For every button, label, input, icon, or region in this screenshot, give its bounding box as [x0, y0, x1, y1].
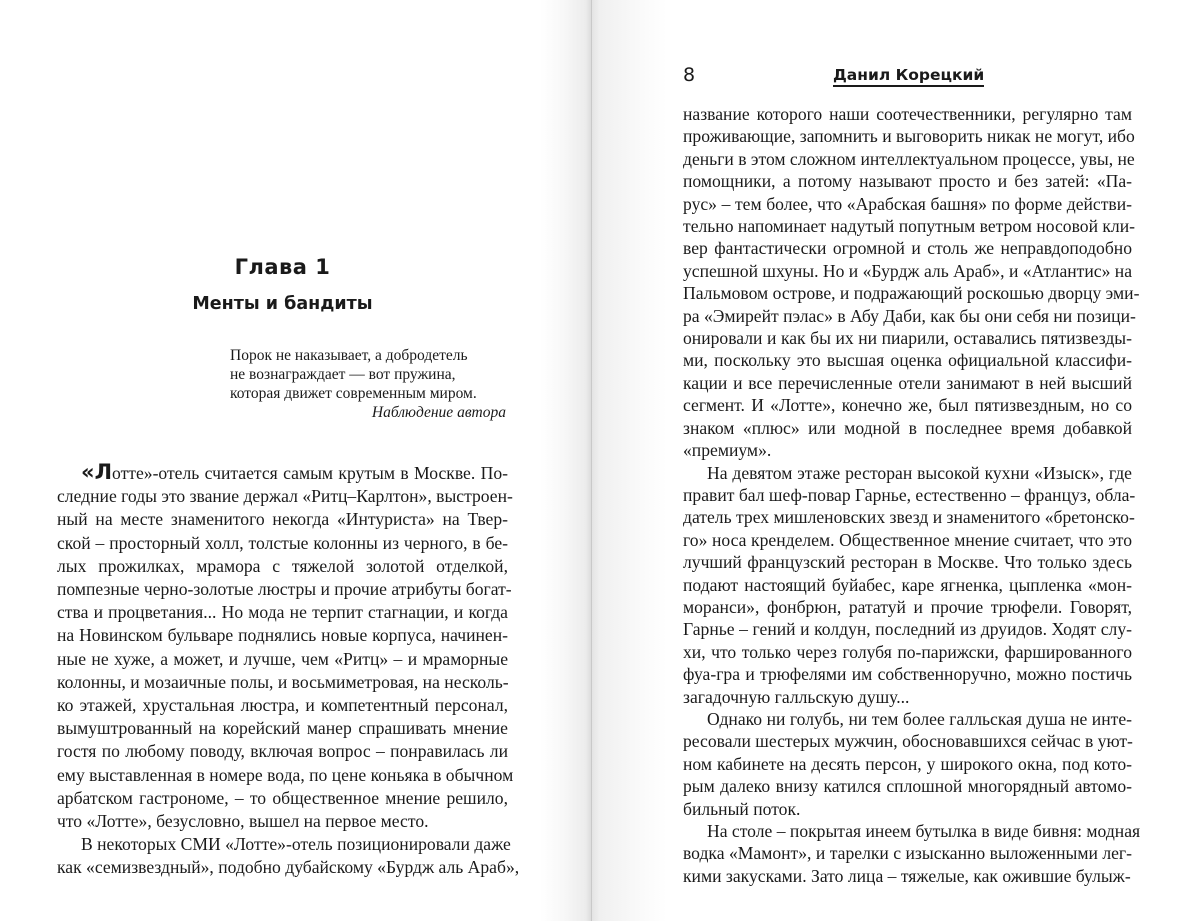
- page-number: 8: [683, 64, 696, 86]
- text-line: рым далеко внизу катился сплошной многорядный автомо-: [683, 776, 1132, 797]
- text-line: знаком «плюс» или модной в последнее время добавкой: [683, 417, 1132, 438]
- text-line: «премиум».: [683, 440, 772, 461]
- text-line: подают настоящий буйабес, каре ягненка, цыпленка «мон-: [683, 574, 1132, 595]
- chapter-title: Глава 1: [234, 255, 331, 279]
- text-line: ко этажей, хрустальная люстра, и компетентный персонал,: [57, 695, 508, 716]
- text-line: На девятом этаже ресторан высокой кухни «Изыск», где: [707, 462, 1132, 483]
- text-line: деньги в этом сложном интеллектуальном процессе, увы, не: [683, 148, 1135, 169]
- text-line: загадочную галльскую душу...: [683, 686, 910, 707]
- text-line: датель трех мишленовских звезд и знаменитого «бретонско-: [683, 507, 1135, 528]
- text-line: тельно напоминает надутый попутным ветром носовой кли-: [683, 216, 1135, 237]
- text-line: название которого наши соотечественники, регулярно там: [683, 104, 1132, 124]
- text-line: В некоторых СМИ «Лотте»-отель позиционировали даже: [81, 834, 511, 855]
- text-line: колонны, и мозаичные полы, и восьмиметровая, на несколь-: [57, 671, 509, 692]
- drop-cap: «Л: [81, 460, 113, 484]
- text-line: онировали и как бы их ни пиарили, оставались пятизвезды-: [683, 328, 1132, 349]
- text-line: Гарнье – гений и колдун, последний из друидов. Ходят слу-: [683, 619, 1132, 640]
- text-line: ресовали шестерых мужчин, обосновавшихся сейчас в уют-: [683, 731, 1133, 752]
- text-line: ра «Эмирейт пэлас» в Абу Даби, как бы они себя ни позици-: [683, 305, 1136, 326]
- text-line: как «семизвездный», подобно дубайскому «Бурдж аль Араб»,: [57, 857, 520, 878]
- text-line: фуа-гра и трюфелями им собственноручно, можно постичь: [683, 664, 1132, 685]
- text-line-content: отте»-отель считается самым крутым в Москве. По-: [112, 463, 508, 483]
- text-line: моранси», фонбрюн, рататуй и прочие трюфели. Говорят,: [683, 596, 1132, 617]
- text-line: сегмент. И «Лотте», конечно же, был пятизвездным, но со: [683, 395, 1132, 416]
- running-head-author: Данил Корецкий: [833, 66, 984, 87]
- left-body-text: [57, 460, 520, 880]
- text-line: на Новинском бульваре поднялись новые корпуса, начинен-: [57, 625, 508, 646]
- text-line: На столе – покрытая инеем бутылка в виде бивня: модная: [707, 821, 1141, 841]
- text-line: арбатском гастрономе, – то общественное мнение решило,: [57, 787, 508, 808]
- text-line: рус» – тем более, что «Арабская башня» по форме действи-: [683, 193, 1132, 214]
- text-line: правит бал шеф-повар Гарнье, естественно – француз, обла-: [683, 484, 1136, 505]
- text-line: помощники, а потому называют просто и без затей: «Па-: [683, 171, 1132, 192]
- epigraph-attribution: Наблюдение автора: [371, 404, 506, 421]
- text-line: следние годы это звание держал «Ритц–Карлтон», выстроен-: [57, 486, 513, 507]
- text-line: Однако ни голубь, ни тем более галльская душа не инте-: [707, 708, 1132, 729]
- epigraph-line: Порок не наказывает, а добродетель: [230, 347, 468, 364]
- right-body-text: [683, 103, 1141, 887]
- text-line: кации и все перечисленные отели занимают в ней высший: [683, 372, 1132, 393]
- text-line: вымуштрованный на корейский манер спрашивать мнение: [57, 718, 508, 739]
- text-line: ные не хуже, а может, и лучше, чем «Ритц» – и мраморные: [57, 648, 508, 669]
- text-line: вер фантастически огромной и столь же неправдоподобно: [683, 238, 1132, 259]
- text-line: ской – просторный холл, толстые колонны из черного, в бе-: [57, 532, 508, 553]
- text-line: Пальмовом острове, и подражающий роскошью дворцу эми-: [683, 283, 1140, 304]
- epigraph-line: не вознаграждает — вот пружина,: [230, 366, 456, 383]
- text-line: помпезные черно-золотые люстры и прочие атрибуты богат-: [57, 579, 512, 600]
- text-line: ном кабинете на десять персон, у широкого окна, под кото-: [683, 753, 1132, 774]
- text-line: ства и процветания... Но мода не терпит стагнации, и когда: [57, 602, 508, 623]
- chapter-subtitle: Менты и бандиты: [192, 294, 373, 314]
- epigraph-line: которая движет современным миром.: [230, 385, 477, 402]
- text-line: хи, что только через голубя по-парижски, фаршированного: [683, 641, 1132, 662]
- text-line: водка «Мамонт», и тарелки с изысканно выложенными лег-: [683, 843, 1132, 864]
- text-line: ми, поскольку это высшая оценка официальной классифи-: [683, 350, 1132, 371]
- text-line: гостя по любому поводу, включая вопрос – понравилась ли: [57, 741, 508, 762]
- text-line: лых прожилках, мрамора с тяжелой золотой отделкой,: [57, 555, 508, 576]
- text-line: проживающие, запомнить и выговорить никак не могут, ибо: [683, 126, 1135, 147]
- epigraph: [230, 346, 510, 422]
- text-line: бильный поток.: [683, 798, 801, 819]
- text-line: го» носа кренделем. Общественное мнение считает, что это: [683, 529, 1132, 550]
- text-line: успешной шхуны. Но и «Бурдж аль Араб», и «Атлантис» на: [683, 260, 1133, 281]
- text-line: [57, 461, 508, 485]
- text-line: лучший французский ресторан в Москве. Что только здесь: [683, 552, 1132, 573]
- text-line: ный на месте знаменитого некогда «Интуриста» на Твер-: [57, 509, 508, 530]
- text-line: ему выставленная в номере вода, по цене коньяка в обычном: [57, 764, 514, 785]
- text-line: кими закусками. Зато лица – тяжелые, как ожившие булыж-: [683, 865, 1131, 886]
- text-line: что «Лотте», безусловно, вышел на первое место.: [57, 811, 429, 832]
